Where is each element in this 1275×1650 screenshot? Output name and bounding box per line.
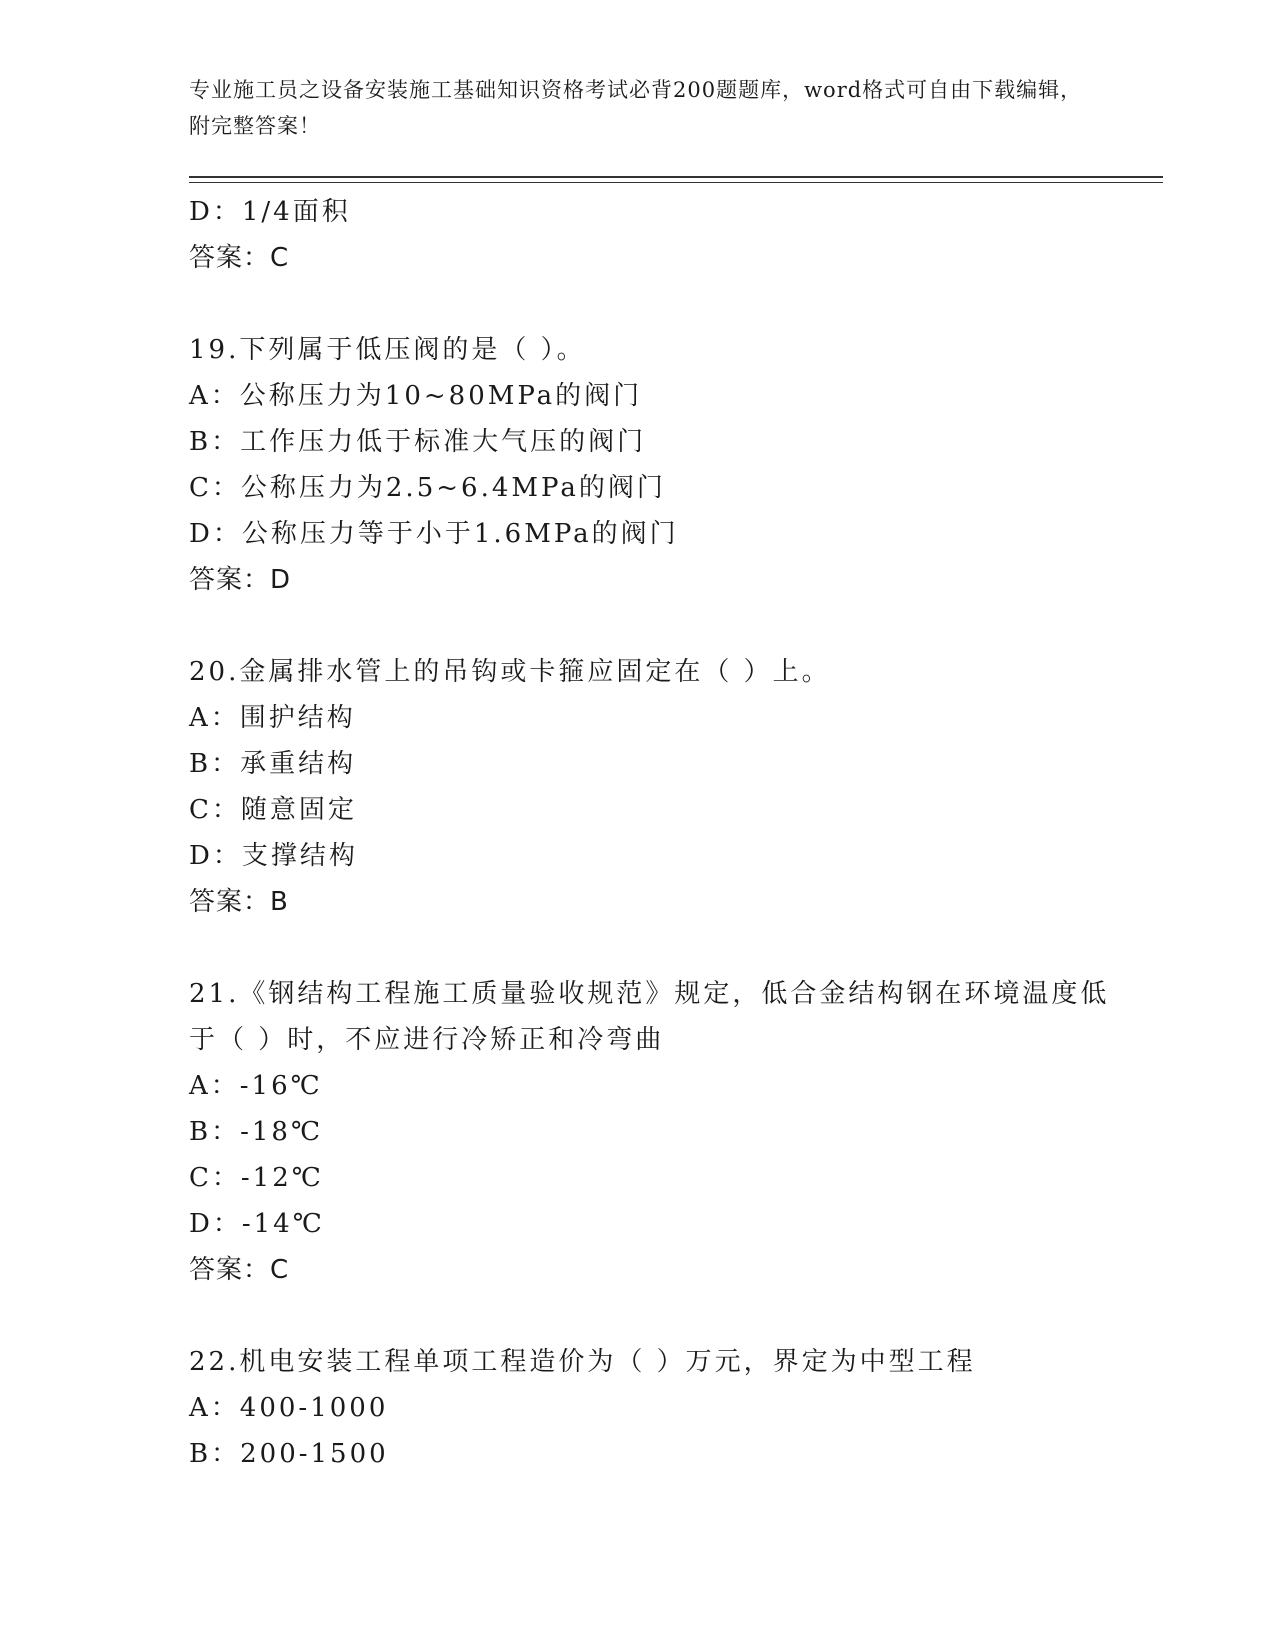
answer: 答案：D bbox=[189, 565, 292, 595]
option-d: D：公称压力等于小于1.6MPa的阀门 bbox=[189, 519, 679, 549]
option-c: C：公称压力为2.5~6.4MPa的阀门 bbox=[189, 473, 666, 503]
question-list bbox=[189, 189, 1119, 1477]
header-divider-thin bbox=[189, 182, 1163, 183]
option-d: D：1/4面积 bbox=[189, 197, 351, 227]
option-b: B：-18℃ bbox=[189, 1117, 324, 1147]
question-19 bbox=[189, 327, 1119, 603]
page-header bbox=[189, 72, 1089, 144]
question-stem: 19.下列属于低压阀的是（ ）。 bbox=[189, 335, 586, 365]
header-divider-thick bbox=[189, 176, 1163, 178]
spacer bbox=[189, 1293, 1119, 1339]
question-stem: 20.金属排水管上的吊钩或卡箍应固定在（ ）上。 bbox=[189, 657, 831, 687]
answer: 答案：C bbox=[189, 243, 290, 273]
spacer bbox=[189, 603, 1119, 649]
option-a: A：公称压力为10~80MPa的阀门 bbox=[189, 381, 643, 411]
answer: 答案：C bbox=[189, 1255, 290, 1285]
spacer bbox=[189, 925, 1119, 971]
question-stem: 22.机电安装工程单项工程造价为（ ）万元，界定为中型工程 bbox=[189, 1347, 976, 1377]
option-a: A：400-1000 bbox=[189, 1393, 389, 1423]
option-d: D：支撑结构 bbox=[189, 841, 358, 871]
document-title: 专业施工员之设备安装施工基础知识资格考试必背200题题库，word格式可自由下载编辑，附完整答案！ bbox=[189, 78, 1083, 138]
option-a: A：围护结构 bbox=[189, 703, 356, 733]
option-c: C：-12℃ bbox=[189, 1163, 324, 1193]
option-d: D：-14℃ bbox=[189, 1209, 325, 1239]
option-b: B：200-1500 bbox=[189, 1439, 389, 1469]
option-b: B：承重结构 bbox=[189, 749, 357, 779]
spacer bbox=[189, 281, 1119, 327]
question-21 bbox=[189, 971, 1119, 1293]
option-b: B：工作压力低于标准大气压的阀门 bbox=[189, 427, 647, 457]
question-20 bbox=[189, 649, 1119, 925]
option-a: A：-16℃ bbox=[189, 1071, 323, 1101]
answer: 答案：B bbox=[189, 887, 289, 917]
option-c: C：随意固定 bbox=[189, 795, 357, 825]
question-stem: 21.《钢结构工程施工质量验收规范》规定，低合金结构钢在环境温度低于（ ）时，不应进行冷矫正和冷弯曲 bbox=[189, 979, 1110, 1055]
question-22 bbox=[189, 1339, 1119, 1477]
